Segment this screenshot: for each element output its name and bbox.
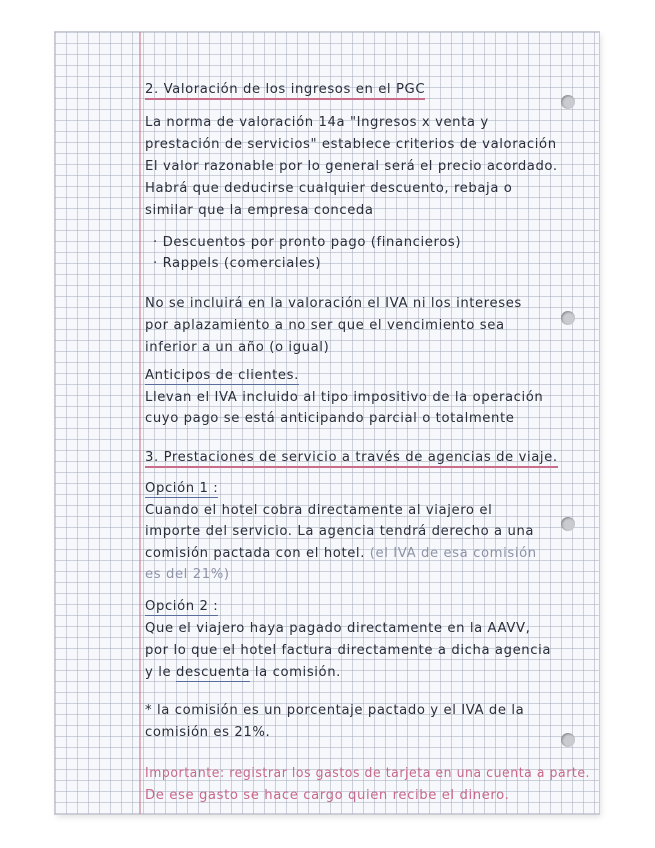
text-line: La norma de valoración 14a "Ingresos x venta y <box>145 115 489 130</box>
text-span: la comisión. <box>250 665 341 680</box>
text-span: comisión pactada con el hotel. <box>145 546 365 561</box>
text-line: prestación de servicios" establece criterios de valoración <box>145 137 557 152</box>
text-line <box>145 546 537 561</box>
text-line: Habrá que deducirse cualquier descuento, rebaja o <box>145 181 513 196</box>
text-line: No se incluirá en la valoración el IVA ni los intereses <box>145 296 522 311</box>
subheading: Opción 2 : <box>145 599 219 614</box>
text-line: comisión es 21%. <box>145 725 271 740</box>
section-3-heading: 3. Prestaciones de servicio a través de agencias de viaje. <box>145 450 558 465</box>
binder-hole-icon <box>561 95 575 109</box>
text-line: Llevan el IVA incluido al tipo impositivo de la operación <box>145 390 544 405</box>
text-line: similar que la empresa conceda <box>145 203 374 218</box>
subheading: Anticipos de clientes. <box>145 368 299 383</box>
text-span: (el IVA de esa comisión <box>369 546 537 561</box>
subheading: Opción 1 : <box>145 481 219 496</box>
list-item: · Descuentos por pronto pago (financieros) <box>153 235 462 250</box>
text-line: * la comisión es un porcentaje pactado y el IVA de la <box>145 703 525 718</box>
text-line: por aplazamiento a no ser que el vencimiento sea <box>145 318 505 333</box>
text-line: por lo que el hotel factura directamente a dicha agencia <box>145 643 552 658</box>
margin-line <box>139 32 141 814</box>
note-line: Importante: registrar los gastos de tarjeta en una cuenta a parte. <box>145 766 591 781</box>
text-span: y le <box>145 665 176 680</box>
section-2-heading: 2. Valoración de los ingresos en el PGC <box>145 82 425 97</box>
binder-hole-icon <box>561 517 575 531</box>
binder-hole-icon <box>561 311 575 325</box>
note-line: De ese gasto se hace cargo quien recibe el dinero. <box>145 788 510 803</box>
list-item: · Rappels (comerciales) <box>153 256 322 271</box>
text-line: cuyo pago se está anticipando parcial o totalmente <box>145 411 515 426</box>
text-line: El valor razonable por lo general será el precio acordado. <box>145 159 558 174</box>
binder-hole-icon <box>561 733 575 747</box>
text-line: es del 21%) <box>145 567 230 582</box>
text-line: Que el viajero haya pagado directamente en la AAVV, <box>145 621 531 636</box>
text-line: inferior a un año (o igual) <box>145 340 330 355</box>
text-line <box>145 665 341 680</box>
text-span: descuenta <box>175 665 251 680</box>
text-line: importe del servicio. La agencia tendrá derecho a una <box>145 524 535 539</box>
text-line: Cuando el hotel cobra directamente al viajero el <box>145 503 493 518</box>
